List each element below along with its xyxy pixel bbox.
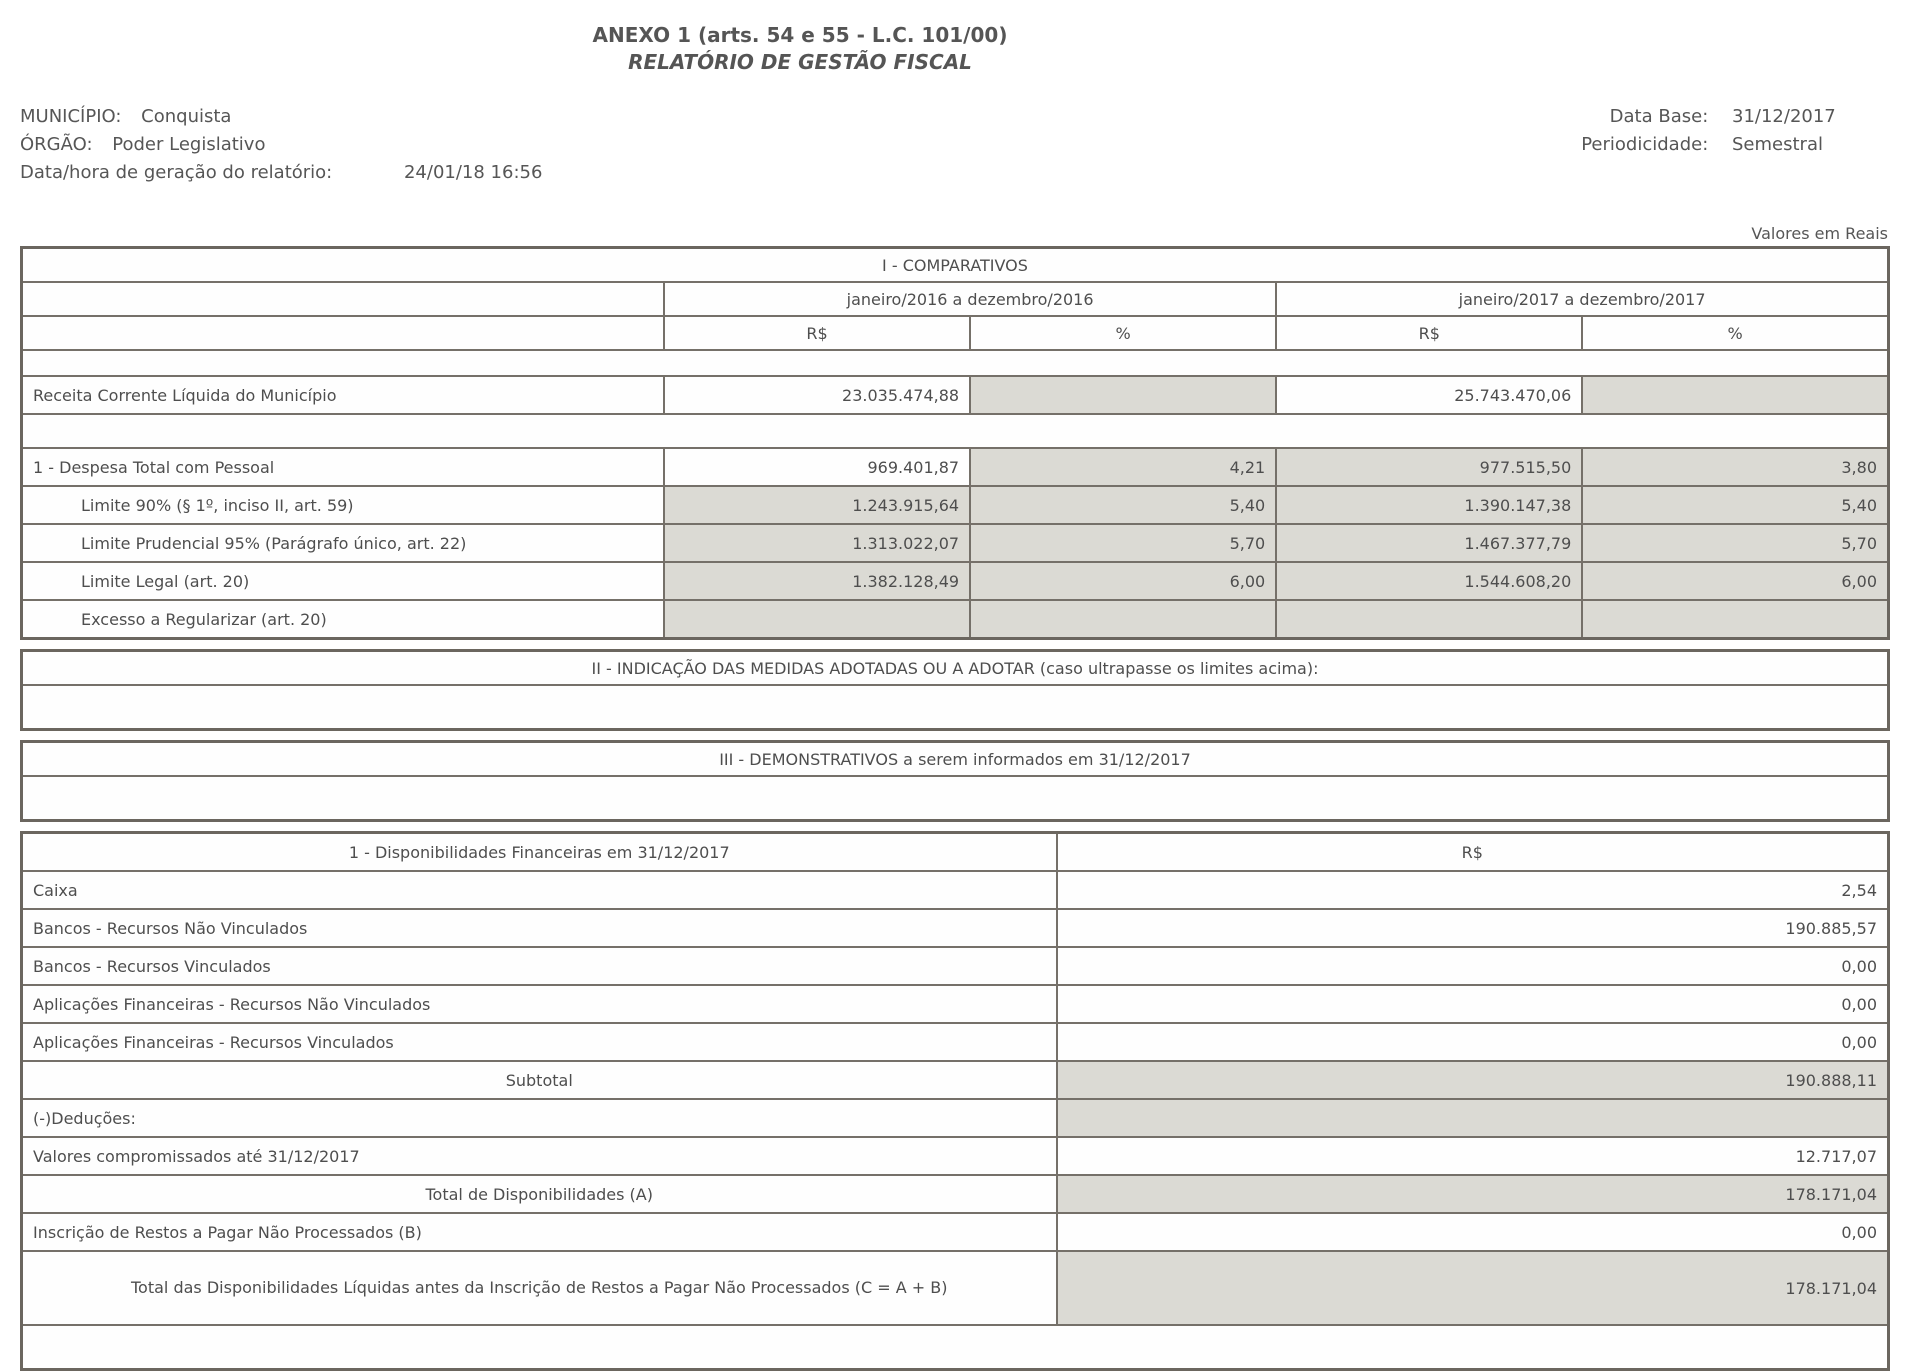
table-row-excesso [22,600,1889,639]
table-row-limite-90 [22,486,1889,524]
value-2016: 969.401,87 [664,448,970,486]
period-header-spacer [22,282,665,316]
row-value [1057,1099,1889,1137]
row-value: 178.171,04 [1057,1175,1889,1213]
row-label: Caixa [22,871,1057,909]
comparativos-table [20,246,1890,640]
table-row-aplicacoes-nao-vinculados [22,985,1889,1023]
pct-2016: 5,40 [970,486,1276,524]
table-row-caixa [22,871,1889,909]
row-label: Limite 90% (§ 1º, inciso II, art. 59) [22,486,665,524]
row-label: (-)Deduções: [22,1099,1057,1137]
table-row-total-liquidas [22,1251,1889,1325]
orgao-value: Poder Legislativo [112,134,266,155]
table-row-inscricao-restos [22,1213,1889,1251]
pct-2017: 5,40 [1582,486,1888,524]
col-header-rs-2017: R$ [1276,316,1582,350]
section3-title-row [22,742,1889,777]
row-value: 0,00 [1057,1023,1889,1061]
table-row-receita [22,376,1889,414]
row-value: 190.888,11 [1057,1061,1889,1099]
row-label: Bancos - Recursos Vinculados [22,947,1057,985]
table-row-deducoes [22,1099,1889,1137]
value-2017 [1276,600,1582,639]
disponibilidades-header-row [22,833,1889,872]
report-page [20,0,1890,1371]
row-value: 0,00 [1057,985,1889,1023]
row-label: Limite Prudencial 95% (Parágrafo único, art. 22) [22,524,665,562]
pct-2017: 6,00 [1582,562,1888,600]
row-label: Aplicações Financeiras - Recursos Não Vinculados [22,985,1057,1023]
table-row-bancos-nao-vinculados [22,909,1889,947]
spacer-row [22,414,1889,448]
bottom-empty-cell [22,1325,1889,1370]
pct-2016: 5,70 [970,524,1276,562]
municipio-label: MUNICÍPIO: [20,106,122,127]
section1-title-row [22,248,1889,283]
value-2016: 1.243.915,64 [664,486,970,524]
disponibilidades-table [20,831,1890,1371]
value-2017: 1.467.377,79 [1276,524,1582,562]
value-2017: 1.544.608,20 [1276,562,1582,600]
row-value: 0,00 [1057,947,1889,985]
periodicidade-label: Periodicidade: [1581,134,1709,155]
demonstrativos-header-table [20,740,1890,822]
municipio-value: Conquista [141,106,232,127]
database-label: Data Base: [1609,106,1709,127]
row-value: 178.171,04 [1057,1251,1889,1325]
pct-2017: 3,80 [1582,448,1888,486]
col-header-rs-2016: R$ [664,316,970,350]
empty-row [22,776,1889,821]
row-label: Aplicações Financeiras - Recursos Vinculados [22,1023,1057,1061]
empty-row [22,1325,1889,1370]
orgao-line [20,134,542,155]
value-2017: 1.390.147,38 [1276,486,1582,524]
row-label: Total de Disponibilidades (A) [22,1175,1057,1213]
periodicidade-line [1581,134,1882,155]
geracao-label: Data/hora de geração do relatório: [20,162,333,183]
col-header-rs: R$ [1057,833,1889,872]
pct-2016: 6,00 [970,562,1276,600]
table-row-aplicacoes-vinculados [22,1023,1889,1061]
pct-2017 [1582,600,1888,639]
pct-2016 [970,600,1276,639]
row-label: 1 - Despesa Total com Pessoal [22,448,665,486]
geracao-value: 24/01/18 16:56 [403,162,543,183]
value-2016: 1.313.022,07 [664,524,970,562]
row-label: Excesso a Regularizar (art. 20) [22,600,665,639]
row-value: 0,00 [1057,1213,1889,1251]
periodicidade-value: Semestral [1732,134,1823,155]
medidas-empty-cell [22,685,1889,730]
table-row-limite-prudencial [22,524,1889,562]
row-label-text: Total das Disponibilidades Líquidas antes da Inscrição de Restos a Pagar Não Processados (C = A + B) [131,1278,948,1298]
period-2016-header: janeiro/2016 a dezembro/2016 [664,282,1276,316]
disponibilidades-header: 1 - Disponibilidades Financeiras em 31/12/2017 [22,833,1057,872]
table-row-despesa [22,448,1889,486]
municipio-line [20,106,542,127]
spacer-row [22,350,1889,376]
table-row-total-disponibilidades [22,1175,1889,1213]
medidas-table [20,649,1890,731]
period-2017-header: janeiro/2017 a dezembro/2017 [1276,282,1888,316]
row-label: Inscrição de Restos a Pagar Não Processados (B) [22,1213,1057,1251]
section3-title: III - DEMONSTRATIVOS a serem informados em 31/12/2017 [22,742,1889,777]
table-row-valores-compromissados [22,1137,1889,1175]
period-header-row [22,282,1889,316]
row-label [22,1251,1057,1325]
table-row-limite-legal [22,562,1889,600]
row-label: Subtotal [22,1061,1057,1099]
document-title [20,22,1580,76]
value-2016: 23.035.474,88 [664,376,970,414]
orgao-label: ÓRGÃO: [20,134,93,155]
database-value: 31/12/2017 [1732,106,1836,127]
metadata-right [1581,106,1882,190]
currency-header-row [22,316,1889,350]
row-value: 190.885,57 [1057,909,1889,947]
row-label: Limite Legal (art. 20) [22,562,665,600]
title-line-2: RELATÓRIO DE GESTÃO FISCAL [628,50,972,74]
value-2016 [664,600,970,639]
value-2017: 977.515,50 [1276,448,1582,486]
database-line [1581,106,1882,127]
empty-row [22,685,1889,730]
value-2017: 25.743.470,06 [1276,376,1582,414]
row-label: Bancos - Recursos Não Vinculados [22,909,1057,947]
table-row-subtotal [22,1061,1889,1099]
demonstrativos-empty-cell [22,776,1889,821]
pct-2017: 5,70 [1582,524,1888,562]
section2-title: II - INDICAÇÃO DAS MEDIDAS ADOTADAS OU A ADOTAR (caso ultrapasse os limites acima): [22,651,1889,686]
row-label: Valores compromissados até 31/12/2017 [22,1137,1057,1175]
col-header-pct-2016: % [970,316,1276,350]
currency-header-spacer [22,316,665,350]
row-value: 12.717,07 [1057,1137,1889,1175]
title-line-1: ANEXO 1 (arts. 54 e 55 - L.C. 101/00) [592,23,1008,47]
table-row-bancos-vinculados [22,947,1889,985]
pct-2016 [970,376,1276,414]
row-label: Receita Corrente Líquida do Município [22,376,665,414]
geracao-line [20,162,542,183]
metadata-left [20,106,542,190]
section1-title: I - COMPARATIVOS [22,248,1889,283]
pct-2016: 4,21 [970,448,1276,486]
valores-em-reais-note: Valores em Reais [1751,224,1888,243]
value-2016: 1.382.128,49 [664,562,970,600]
row-value: 2,54 [1057,871,1889,909]
report-metadata [20,106,1890,190]
section2-title-row [22,651,1889,686]
pct-2017 [1582,376,1888,414]
col-header-pct-2017: % [1582,316,1888,350]
